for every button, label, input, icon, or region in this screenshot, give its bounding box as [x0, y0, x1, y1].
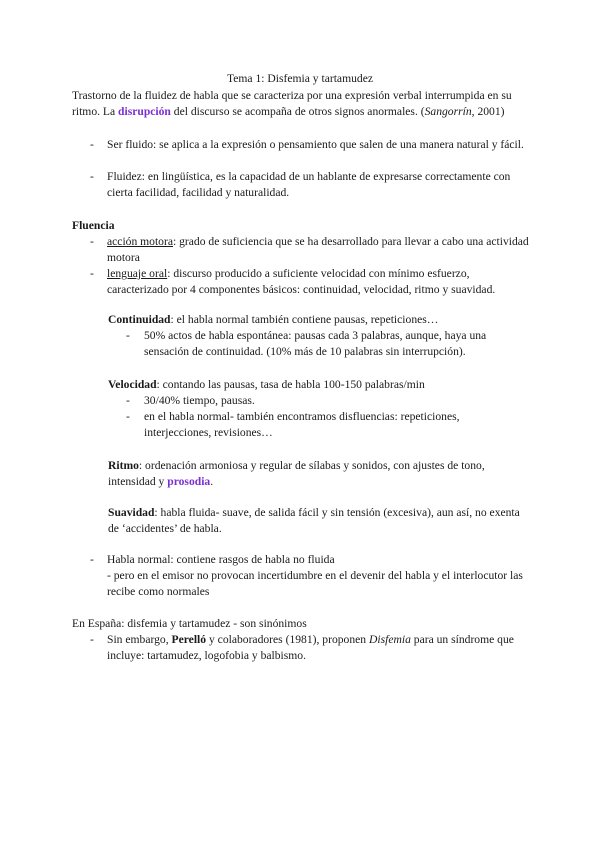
intro-text-1: Trastorno de la fluidez de habla que se caracteriza por una expresión verbal interrumpida en su ritmo. La: [72, 89, 512, 118]
label-continuidad: Continuidad: [108, 313, 171, 326]
sub-item-text: 50% actos de habla espontánea: pausas cada 3 palabras, aunque, haya una sensación de continuidad. (10% más de 10 palabras sin interrupción).: [144, 329, 487, 358]
list-dash: -: [126, 329, 130, 342]
list-dash: -: [126, 410, 130, 423]
intro-text-3: 2001): [474, 105, 505, 118]
label-suavidad: Suavidad: [108, 506, 155, 519]
espana-paragraph: En España: disfemia y tartamudez - son sinónimos: [72, 617, 307, 630]
list-item-text: [107, 632, 530, 664]
velocidad-line: [108, 377, 528, 393]
continuidad-text: : el habla normal también contiene pausas, repeticiones…: [170, 313, 439, 326]
list-item-text: [107, 552, 540, 600]
list-dash: -: [90, 138, 94, 151]
term-accion-motora: acción motora: [107, 235, 173, 248]
perello-text-3: para un síndrome que incluye: tartamudez, logofobia y balbismo.: [107, 633, 514, 662]
list-item-text: [107, 234, 530, 266]
habla-normal-line-1: Habla normal: contiene rasgos de habla no fluida: [107, 553, 335, 566]
author-perello: Perelló: [171, 633, 207, 646]
list-dash: -: [90, 170, 94, 183]
continuidad-line: [108, 312, 528, 328]
term-lenguaje-oral: lenguaje oral: [107, 267, 168, 280]
sub-item-text: 30/40% tiempo, pausas.: [144, 394, 255, 407]
intro-text-2: del discurso se acompaña de otros signos anormales. (: [170, 105, 425, 118]
velocidad-text: : contando las pausas, tasa de habla 100-150 palabras/min: [156, 378, 425, 391]
perello-text-2: y colaboradores (1981), proponen: [206, 633, 369, 646]
list-dash: -: [126, 394, 130, 407]
sub-item-text: en el habla normal- también encontramos disfluencias: repeticiones, interjecciones, revisiones…: [144, 410, 460, 439]
page-title: Tema 1: Disfemia y tartamudez: [227, 72, 373, 85]
term-prosodia: prosodia: [167, 475, 211, 488]
author-citation: Sangorrín,: [424, 105, 475, 118]
list-dash: -: [90, 633, 94, 646]
label-velocidad: Velocidad: [108, 378, 157, 391]
habla-normal-line-2: - pero en el emisor no provocan incertidumbre en el devenir del habla y el interlocutor las recibe como normales: [107, 569, 523, 598]
suavidad-text: : habla fluida- suave, de salida fácil y sin tensión (excesiva), aun así, no exenta de ‘accidentes’ de habla.: [108, 506, 520, 535]
section-heading-fluencia: Fluencia: [72, 219, 115, 232]
ritmo-text: : ordenación armoniosa y regular de sílabas y sonidos, con ajustes de tono, intensidad y: [108, 459, 485, 488]
intro-paragraph: [72, 88, 532, 120]
suavidad-paragraph: [108, 505, 528, 537]
list-dash: -: [90, 235, 94, 248]
list-item-text: Fluidez: en lingüística, es la capacidad de un hablante de expresarse correctamente con cierta facilidad, facilidad y naturalidad.: [107, 170, 511, 199]
label-ritmo: Ritmo: [108, 459, 139, 472]
list-dash: -: [90, 553, 94, 566]
list-item-text: [107, 266, 530, 298]
perello-text-1: Sin embargo,: [107, 633, 172, 646]
list-item-text: Ser fluido: se aplica a la expresión o pensamiento que salen de una manera natural y fácil.: [107, 138, 524, 151]
ritmo-paragraph: [108, 458, 528, 490]
term-disfemia: Disfemia: [369, 633, 411, 646]
ritmo-end: .: [210, 475, 214, 488]
term-disrupcion: disrupción: [118, 105, 171, 118]
definition-text: : discurso producido a suficiente velocidad con mínimo esfuerzo, caracterizado por 4 componentes básicos: continuidad, velocidad, ritmo y suavidad.: [107, 267, 496, 296]
list-dash: -: [90, 267, 94, 280]
definition-text: : grado de suficiencia que se ha desarrollado para llevar a cabo una actividad motora: [107, 235, 529, 264]
